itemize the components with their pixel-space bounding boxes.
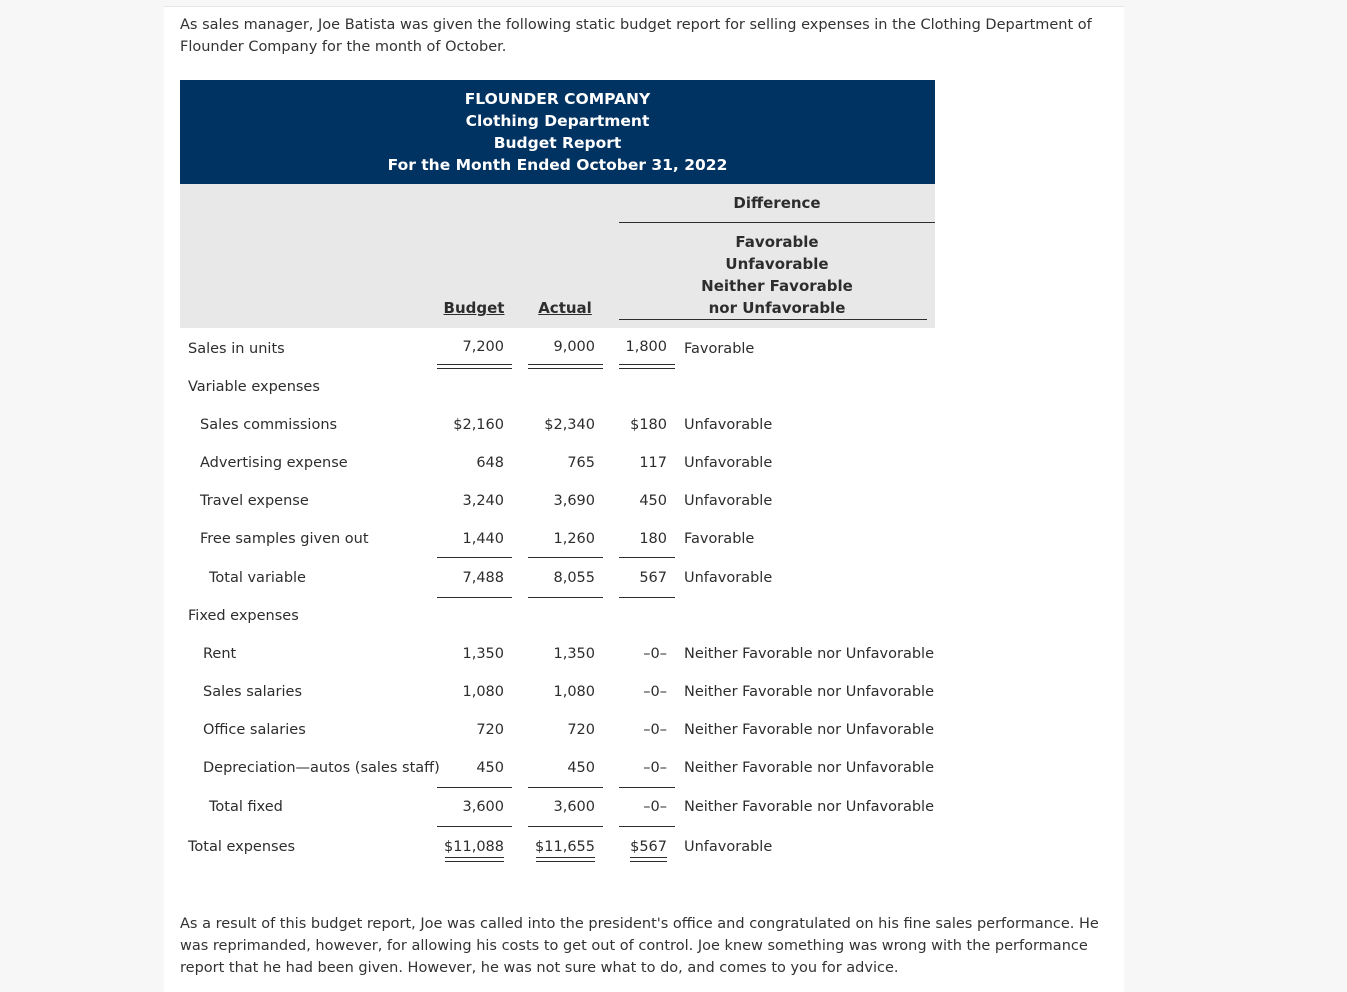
budget-total-fixed: 3,600 (462, 799, 504, 815)
option-unfavorable: Unfavorable (725, 255, 829, 273)
row-label-depreciation: Depreciation—autos (sales staff) (203, 760, 440, 776)
total-rule (619, 826, 675, 827)
diff-total-fixed: –0– (643, 799, 667, 815)
double-rule (536, 857, 595, 862)
total-rule (437, 597, 512, 598)
option-favorable: Favorable (735, 233, 819, 251)
status-travel[interactable]: Unfavorable (684, 493, 773, 509)
status-samples[interactable]: Favorable (684, 531, 755, 547)
actual-sales-units: 9,000 (553, 339, 595, 355)
actual-travel: 3,690 (553, 493, 595, 509)
budget-samples: 1,440 (462, 531, 504, 547)
double-rule (630, 857, 667, 862)
total-rule (619, 597, 675, 598)
budget-depreciation: 450 (476, 760, 504, 776)
diff-total-expenses: $567 (630, 839, 667, 855)
options-rule (619, 319, 927, 320)
actual-total-variable: 8,055 (553, 570, 595, 586)
budget-total-variable: 7,488 (462, 570, 504, 586)
status-total-fixed[interactable]: Neither Favorable nor Unfavorable (684, 799, 934, 815)
budget-heading: Budget (443, 299, 505, 317)
actual-rent: 1,350 (553, 646, 595, 662)
variable-expenses-heading: Variable expenses (188, 379, 320, 395)
conclusion-paragraph: As a result of this budget report, Joe was called into the president's office and congratulated on his fine sales performance. He was reprimanded, however, for allowing his costs to get out of control. Joe knew something was wrong with the performance report that he had been given. However, he was not sure what to do, and comes to you for advice. (180, 916, 1099, 976)
status-sales-units[interactable]: Favorable (684, 341, 755, 357)
actual-samples: 1,260 (553, 531, 595, 547)
actual-total-fixed: 3,600 (553, 799, 595, 815)
status-rent[interactable]: Neither Favorable nor Unfavorable (684, 646, 934, 662)
row-label-commissions: Sales commissions (200, 417, 338, 433)
status-advertising[interactable]: Unfavorable (684, 455, 773, 471)
diff-office-salaries: –0– (643, 722, 667, 738)
difference-rule (619, 222, 935, 223)
subtotal-rule (528, 787, 603, 788)
status-total-variable[interactable]: Unfavorable (684, 570, 773, 586)
diff-commissions: $180 (630, 417, 667, 433)
subtotal-rule (437, 557, 512, 558)
report-header (180, 80, 935, 184)
diff-total-variable: 567 (639, 570, 667, 586)
difference-heading: Difference (733, 194, 821, 212)
diff-samples: 180 (639, 531, 667, 547)
diff-advertising: 117 (639, 455, 667, 471)
row-label-total-expenses: Total expenses (188, 839, 296, 855)
row-label-total-fixed: Total fixed (209, 799, 283, 815)
budget-travel: 3,240 (462, 493, 504, 509)
fixed-expenses-heading: Fixed expenses (188, 608, 299, 624)
row-label-advertising: Advertising expense (200, 455, 348, 471)
actual-depreciation: 450 (567, 760, 595, 776)
total-rule (437, 826, 512, 827)
budget-sales-units: 7,200 (462, 339, 504, 355)
actual-commissions: $2,340 (544, 417, 595, 433)
status-sales-salaries[interactable]: Neither Favorable nor Unfavorable (684, 684, 934, 700)
row-label-total-variable: Total variable (209, 570, 306, 586)
subtotal-rule (619, 787, 675, 788)
double-rule (528, 364, 603, 369)
status-commissions[interactable]: Unfavorable (684, 417, 773, 433)
budget-advertising: 648 (476, 455, 504, 471)
total-rule (528, 597, 603, 598)
budget-commissions: $2,160 (453, 417, 504, 433)
subtotal-rule (437, 787, 512, 788)
actual-heading: Actual (538, 299, 592, 317)
row-label-rent: Rent (203, 646, 237, 662)
diff-rent: –0– (643, 646, 667, 662)
row-label-office-salaries: Office salaries (203, 722, 306, 738)
diff-sales-salaries: –0– (643, 684, 667, 700)
row-label-samples: Free samples given out (200, 531, 369, 547)
intro-paragraph: As sales manager, Joe Batista was given the following static budget report for selling expenses in the Clothing Department of Flounder Company for the month of October. (180, 17, 1092, 55)
double-rule (619, 364, 675, 369)
budget-rent: 1,350 (462, 646, 504, 662)
subtotal-rule (619, 557, 675, 558)
status-total-expenses[interactable]: Unfavorable (684, 839, 773, 855)
subtotal-rule (528, 557, 603, 558)
budget-sales-salaries: 1,080 (462, 684, 504, 700)
status-office-salaries[interactable]: Neither Favorable nor Unfavorable (684, 722, 934, 738)
department-name: Clothing Department (465, 112, 650, 130)
row-label-sales-salaries: Sales salaries (203, 684, 303, 700)
diff-travel: 450 (639, 493, 667, 509)
report-period: For the Month Ended October 31, 2022 (387, 156, 728, 174)
diff-sales-units: 1,800 (625, 339, 667, 355)
actual-office-salaries: 720 (567, 722, 595, 738)
option-neither-1: Neither Favorable (701, 277, 853, 295)
double-rule (437, 364, 512, 369)
double-rule (445, 857, 504, 862)
option-neither-2: nor Unfavorable (708, 299, 846, 317)
company-name: FLOUNDER COMPANY (464, 90, 651, 108)
total-rule (528, 826, 603, 827)
actual-advertising: 765 (567, 455, 595, 471)
diff-depreciation: –0– (643, 760, 667, 776)
budget-total-expenses: $11,088 (444, 839, 504, 855)
actual-total-expenses: $11,655 (535, 839, 595, 855)
status-depreciation[interactable]: Neither Favorable nor Unfavorable (684, 760, 934, 776)
row-label-travel: Travel expense (200, 493, 309, 509)
row-label-sales-units: Sales in units (188, 341, 285, 357)
report-name: Budget Report (493, 134, 622, 152)
budget-office-salaries: 720 (476, 722, 504, 738)
actual-sales-salaries: 1,080 (553, 684, 595, 700)
